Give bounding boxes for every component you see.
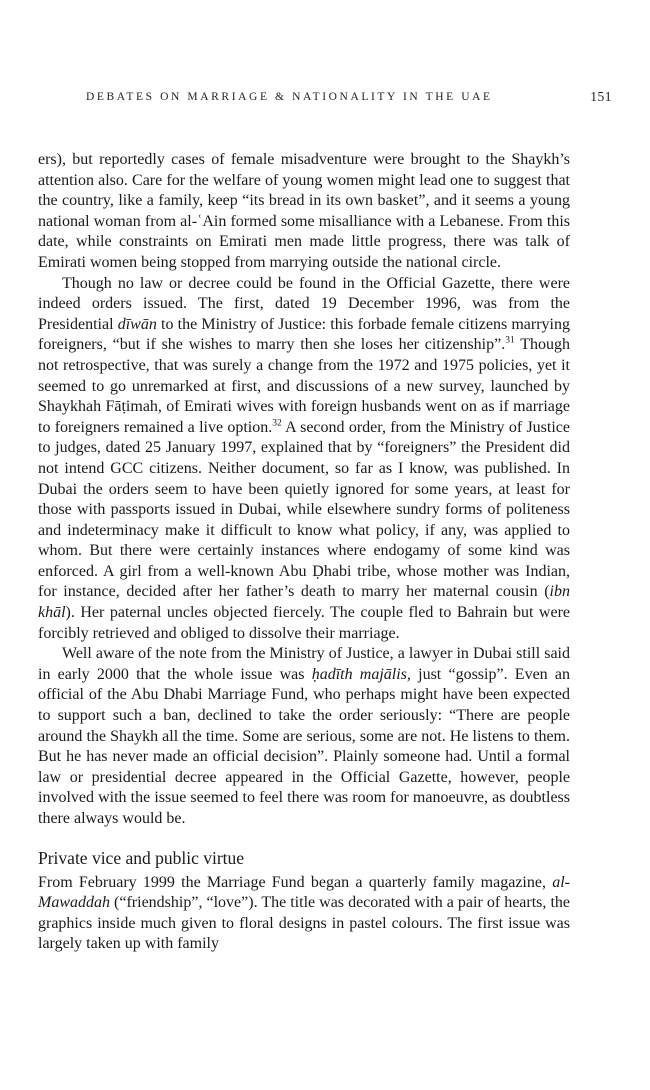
paragraph-2-text-a: Though no law or decree could be found in the Official Gazette, there were indeed orders issued. The first, dated 19 December 1996, was from the Presidential — [38, 274, 570, 333]
paragraph-3-text-a: Well aware of the note from the Ministry of Justice, a lawyer in Dubai still said in early 2000 that the whole issue was — [38, 645, 570, 683]
paragraph-3 — [38, 644, 570, 829]
paragraph-4-text-b: (“friendship”, “love”). The title was decorated with a pair of hearts, the graphics inside much given to floral designs in pastel colours. The first issue was largely taken up with family — [38, 894, 570, 953]
term-al-mawaddah: al-Mawaddah — [38, 873, 570, 912]
paragraph-2-text-c: Though not retrospective, that was surely a change from the 1972 and 1975 policies, yet it seemed to go unremarked at first, and discussions of a new survey, launched by Shaykhah Fāṭimah, of Emirati wives with foreign husbands went on as if marriage to foreigners remained a live option. — [38, 336, 571, 436]
paragraph-2 — [38, 274, 570, 645]
paragraph-2-text-e: ). Her paternal uncles objected fiercely. The couple fled to Bahrain but were forcibly retrieved and obliged to dissolve their marriage. — [38, 604, 570, 642]
page-number: 151 — [590, 89, 612, 104]
footnote-ref-32[interactable]: 32 — [272, 418, 282, 429]
paragraph-4 — [38, 873, 570, 955]
running-head — [86, 91, 612, 103]
footnote-ref-31[interactable]: 31 — [505, 336, 515, 347]
paragraph-1 — [38, 150, 570, 274]
term-ibn-khal: ibn khāl — [38, 583, 570, 622]
paragraph-2-text-d: A second order, from the Ministry of Justice to judges, dated 25 January 1997, explained that by “foreigners” the President did not intend GCC citizens. Neither document, so far as I know, was published. In Dubai the orders seem to have been quietly ignored for some years, at least for those with passports issued in Dubai, while elsewhere sundry forms of politeness and indeterminacy make it difficult to know what policy, if any, was applied to whom. But there were certainly instances where endogamy of some kind was enforced. A girl from a well-known Abu Ḍhabi tribe, whose mother was Indian, for instance, decided after her father’s death to marry her maternal cousin ( — [38, 418, 571, 601]
paragraph-4-text-a: From February 1999 the Marriage Fund began a quarterly family magazine, — [38, 873, 553, 891]
paragraph-3-text-b: just “gossip”. Even an official of the Abu Dhabi Marriage Fund, who perhaps might have been expected to support such a ban, declined to take the order seriously: “There are people around the Shaykh all the time. Some are serious, some are not. He listens to them. But he has never made an official decision”. Plainly someone had. Until a formal law or presidential decree appeared in the Official Gazette, however, people involved with the issue seemed to feel there was room for manoeuvre, as doubtless there always would be. — [38, 665, 570, 827]
term-diwan: dīwān — [117, 315, 157, 333]
paragraph-2-text-b: to the Ministry of Justice: this forbade female citizens marrying foreigners, “but if she wishes to marry then she loses her citizenship”. — [38, 315, 570, 354]
running-title: DEBATES ON MARRIAGE & NATIONALITY IN THE UAE — [86, 91, 493, 103]
paragraph-1-text: ers), but reportedly cases of female misadventure were brought to the Shaykh’s attention also. Care for the welfare of young women might lead one to suggest that the country, like a family, keep “its bread in its own basket”, and it seems a young national woman from al-ʿAin formed some misalliance with a Lebanese. From this date, while constraints on Emirati men made little progress, there was talk of Emirati women being stopped from marrying outside the national circle. — [38, 151, 570, 271]
term-hadith-majalis: ḥadīth majālis, — [311, 665, 411, 683]
section-heading: Private vice and public virtue — [38, 847, 245, 868]
body-text — [38, 150, 570, 955]
